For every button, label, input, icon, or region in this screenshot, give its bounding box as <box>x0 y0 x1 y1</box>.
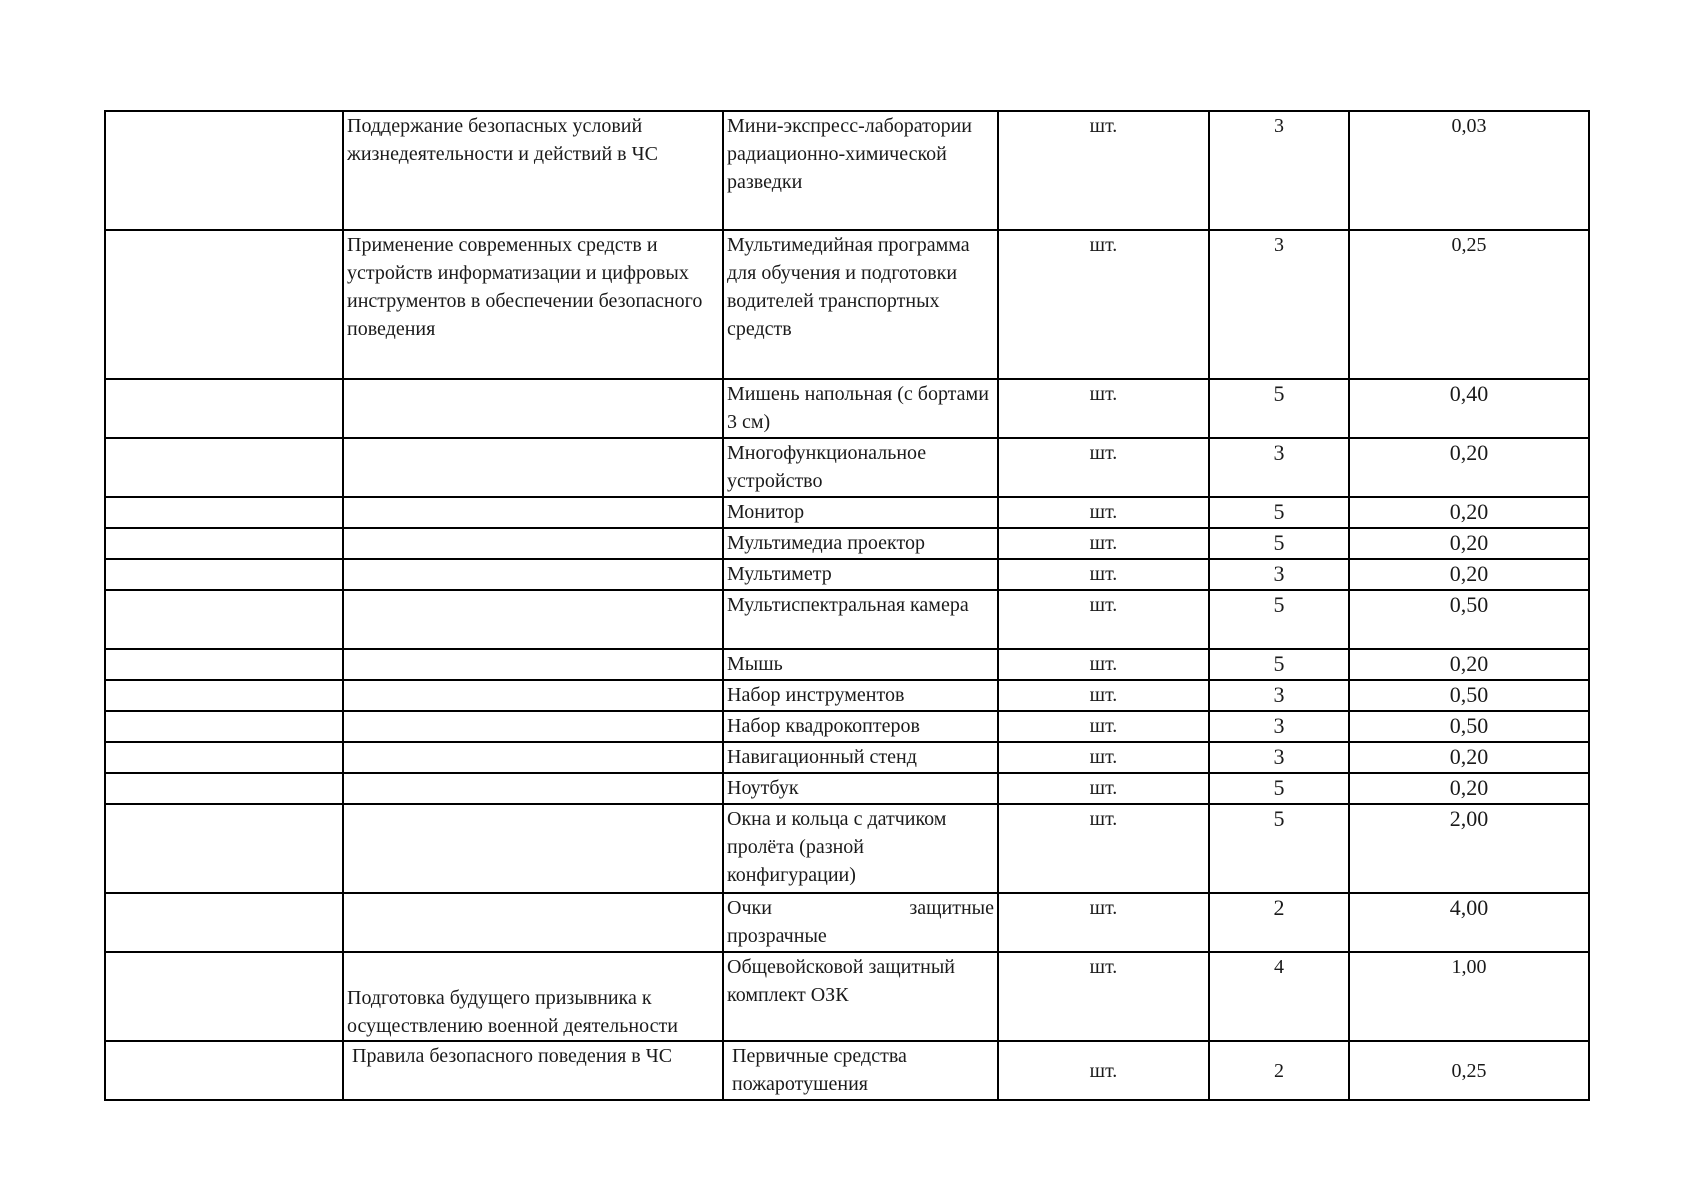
topic-cell <box>343 559 723 590</box>
topic-cell <box>343 590 723 649</box>
qty-cell: 5 <box>1209 497 1349 528</box>
unit-cell: шт. <box>998 438 1209 497</box>
price-cell: 2,00 <box>1349 804 1589 893</box>
price-cell: 0,25 <box>1349 230 1589 379</box>
unit-cell: шт. <box>998 649 1209 680</box>
index-cell <box>105 773 343 804</box>
item-cell <box>723 893 998 952</box>
index-cell <box>105 230 343 379</box>
table-row <box>105 438 1589 497</box>
topic-cell <box>343 497 723 528</box>
topic-cell <box>343 893 723 952</box>
table-row <box>105 952 1589 1041</box>
index-cell <box>105 590 343 649</box>
qty-cell: 5 <box>1209 379 1349 438</box>
qty-cell: 5 <box>1209 528 1349 559</box>
table-row <box>105 893 1589 952</box>
item-cell: Мышь <box>723 649 998 680</box>
item-cell: Мультимедиа проектор <box>723 528 998 559</box>
item-word: защитные <box>909 897 994 919</box>
table-row <box>105 528 1589 559</box>
qty-cell: 3 <box>1209 742 1349 773</box>
price-cell: 0,50 <box>1349 711 1589 742</box>
item-cell: Мини-экспресс-лаборатории радиационно-химической разведки <box>723 111 998 230</box>
item-cell: Мультиметр <box>723 559 998 590</box>
qty-cell: 3 <box>1209 559 1349 590</box>
price-cell: 0,40 <box>1349 379 1589 438</box>
qty-cell: 5 <box>1209 804 1349 893</box>
index-cell <box>105 1041 343 1100</box>
price-cell: 0,03 <box>1349 111 1589 230</box>
index-cell <box>105 559 343 590</box>
qty-cell: 5 <box>1209 649 1349 680</box>
qty-cell: 3 <box>1209 438 1349 497</box>
qty-cell: 5 <box>1209 773 1349 804</box>
qty-cell: 3 <box>1209 230 1349 379</box>
qty-cell: 3 <box>1209 111 1349 230</box>
unit-cell: шт. <box>998 111 1209 230</box>
topic-cell: Подготовка будущего призывника к осуществлению военной деятельности <box>343 952 723 1041</box>
item-cell: Набор квадрокоптеров <box>723 711 998 742</box>
topic-cell: Поддержание безопасных условий жизнедеятельности и действий в ЧС <box>343 111 723 230</box>
unit-cell: шт. <box>998 497 1209 528</box>
item-cell: Мишень напольная (с бортами 3 см) <box>723 379 998 438</box>
table-row <box>105 1041 1589 1100</box>
index-cell <box>105 438 343 497</box>
item-cell: Монитор <box>723 497 998 528</box>
topic-cell <box>343 680 723 711</box>
price-cell: 0,20 <box>1349 742 1589 773</box>
unit-cell: шт. <box>998 711 1209 742</box>
qty-cell: 4 <box>1209 952 1349 1041</box>
topic-cell <box>343 804 723 893</box>
table-row <box>105 497 1589 528</box>
qty-cell: 3 <box>1209 680 1349 711</box>
index-cell <box>105 528 343 559</box>
unit-cell: шт. <box>998 528 1209 559</box>
topic-cell <box>343 649 723 680</box>
item-cell: Окна и кольца с датчиком пролёта (разной конфигурации) <box>723 804 998 893</box>
item-cell: Навигационный стенд <box>723 742 998 773</box>
table-row <box>105 230 1589 379</box>
price-cell: 0,20 <box>1349 528 1589 559</box>
price-cell: 4,00 <box>1349 893 1589 952</box>
index-cell <box>105 379 343 438</box>
topic-cell <box>343 438 723 497</box>
price-cell: 0,20 <box>1349 649 1589 680</box>
table-row <box>105 742 1589 773</box>
table-row <box>105 590 1589 649</box>
topic-cell <box>343 711 723 742</box>
unit-cell: шт. <box>998 379 1209 438</box>
table-row <box>105 559 1589 590</box>
unit-cell: шт. <box>998 773 1209 804</box>
table-row <box>105 649 1589 680</box>
equipment-table <box>104 110 1590 1101</box>
item-cell: Набор инструментов <box>723 680 998 711</box>
unit-cell: шт. <box>998 680 1209 711</box>
index-cell <box>105 952 343 1041</box>
topic-cell <box>343 379 723 438</box>
unit-cell: шт. <box>998 804 1209 893</box>
table-row <box>105 773 1589 804</box>
table-row <box>105 379 1589 438</box>
qty-cell: 5 <box>1209 590 1349 649</box>
topic-cell <box>343 528 723 559</box>
table-row <box>105 680 1589 711</box>
qty-cell: 2 <box>1209 1041 1349 1100</box>
table-row <box>105 711 1589 742</box>
item-cell: Общевойсковой защитный комплект ОЗК <box>723 952 998 1041</box>
unit-cell: шт. <box>998 893 1209 952</box>
unit-cell: шт. <box>998 952 1209 1041</box>
topic-cell <box>343 773 723 804</box>
item-cell: Мультиспектральная камера <box>723 590 998 649</box>
index-cell <box>105 680 343 711</box>
price-cell: 0,50 <box>1349 590 1589 649</box>
qty-cell: 2 <box>1209 893 1349 952</box>
unit-cell: шт. <box>998 230 1209 379</box>
unit-cell: шт. <box>998 559 1209 590</box>
table-row <box>105 804 1589 893</box>
unit-cell: шт. <box>998 1041 1209 1100</box>
index-cell <box>105 649 343 680</box>
document-page <box>104 110 1588 1101</box>
item-cell: Мультимедийная программа для обучения и подготовки водителей транспортных средств <box>723 230 998 379</box>
item-cell: Многофункциональное устройство <box>723 438 998 497</box>
index-cell <box>105 893 343 952</box>
price-cell: 0,20 <box>1349 773 1589 804</box>
unit-cell: шт. <box>998 742 1209 773</box>
index-cell <box>105 111 343 230</box>
price-cell: 1,00 <box>1349 952 1589 1041</box>
item-cell: Ноутбук <box>723 773 998 804</box>
price-cell: 0,20 <box>1349 559 1589 590</box>
topic-cell: Применение современных средств и устройств информатизации и цифровых инструментов в обеспечении безопасного поведения <box>343 230 723 379</box>
index-cell <box>105 742 343 773</box>
item-word: прозрачные <box>727 925 827 947</box>
topic-cell: Правила безопасного поведения в ЧС <box>343 1041 723 1100</box>
item-cell: Первичные средства пожаротушения <box>723 1041 998 1100</box>
item-word: Очки <box>727 897 772 919</box>
topic-cell <box>343 742 723 773</box>
price-cell: 0,25 <box>1349 1041 1589 1100</box>
index-cell <box>105 804 343 893</box>
index-cell <box>105 711 343 742</box>
table-row <box>105 111 1589 230</box>
qty-cell: 3 <box>1209 711 1349 742</box>
price-cell: 0,50 <box>1349 680 1589 711</box>
index-cell <box>105 497 343 528</box>
price-cell: 0,20 <box>1349 497 1589 528</box>
price-cell: 0,20 <box>1349 438 1589 497</box>
unit-cell: шт. <box>998 590 1209 649</box>
